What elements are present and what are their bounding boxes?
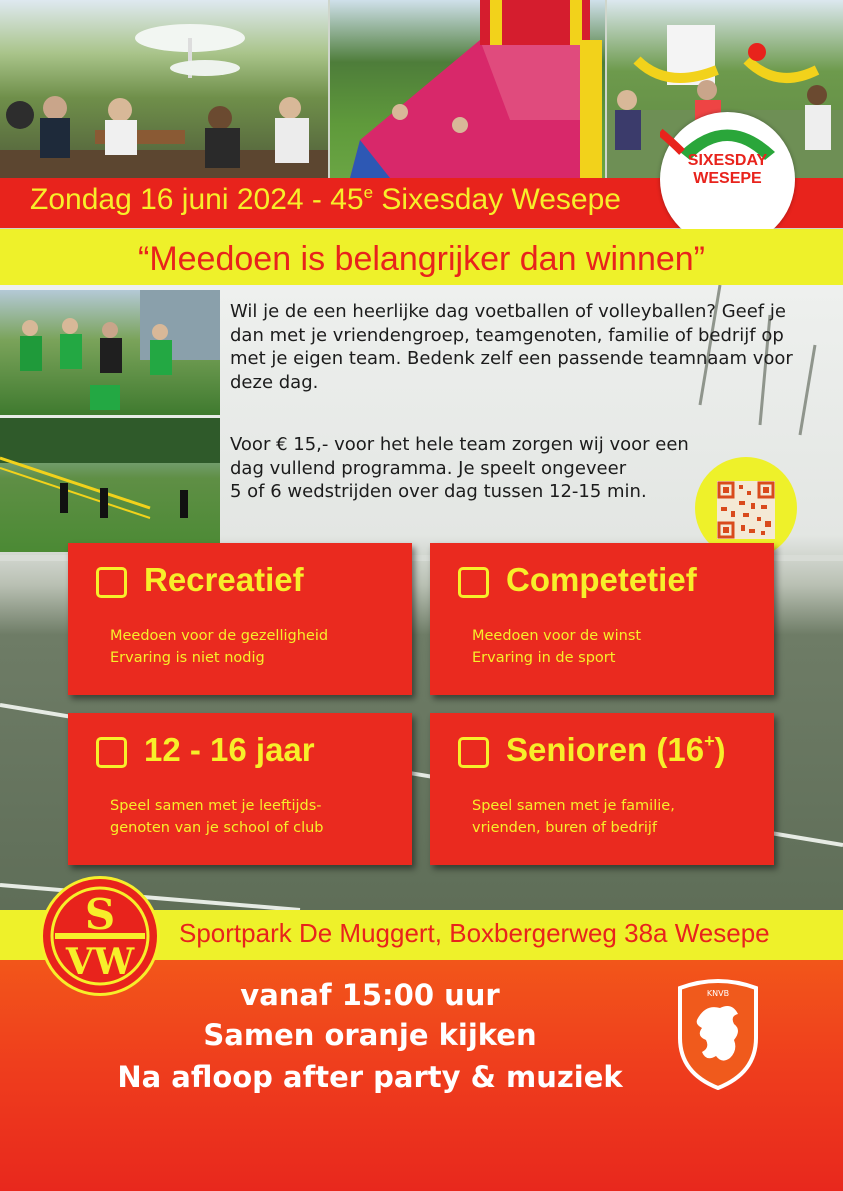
photo-team	[0, 290, 220, 415]
sixesday-logo-text: SIXESDAY WESEPE	[687, 152, 768, 187]
option-label: Senioren (16+)	[506, 731, 726, 768]
event-title: Zondag 16 juni 2024 - 45e Sixesday Wesepe	[30, 183, 621, 216]
option-12-16-jaar	[68, 713, 412, 865]
option-label: Competetief	[506, 561, 697, 598]
photo-bouncy-castle	[330, 0, 605, 178]
option-description: Speel samen met je leeftijds- genoten van je school of club	[110, 798, 324, 836]
option-recreatief	[68, 543, 412, 695]
option-label: 12 - 16 jaar	[144, 731, 315, 768]
svg-text:VW: VW	[65, 941, 135, 983]
recreatief-checkbox[interactable]	[96, 567, 127, 598]
oranje-line: Samen oranje kijken	[203, 1018, 537, 1052]
jeugd-checkbox[interactable]	[96, 737, 127, 768]
photo-terrace	[0, 0, 328, 178]
qr-code-icon[interactable]	[717, 481, 775, 539]
competetief-checkbox[interactable]	[458, 567, 489, 598]
knvb-lion-logo	[676, 978, 760, 1090]
option-description: Speel samen met je familie, vrienden, buren of bedrijf	[472, 798, 675, 836]
option-label: Recreatief	[144, 561, 304, 598]
time-line: vanaf 15:00 uur	[240, 978, 500, 1012]
club-logo	[40, 876, 160, 996]
option-description: Meedoen voor de winst Ervaring in de sport	[472, 628, 642, 666]
option-description: Meedoen voor de gezelligheid Ervaring is niet nodig	[110, 628, 329, 666]
svg-text:S: S	[84, 890, 116, 939]
address: Sportpark De Muggert, Boxbergerweg 38a Wesepe	[179, 918, 770, 948]
option-senioren	[430, 713, 774, 865]
option-competetief	[430, 543, 774, 695]
slogan: “Meedoen is belangrijker dan winnen”	[138, 240, 705, 278]
party-line: Na afloop after party & muziek	[117, 1060, 623, 1094]
price-paragraph: Voor € 15,- voor het hele team zorgen wij voor een dag vullend programma. Je speelt ongeveer 5 of 6 wedstrijden over dag tussen 12-15 min.	[230, 434, 689, 502]
intro-paragraph: Wil je de een heerlijke dag voetballen of volleyballen? Geef je dan met je vriendengroep, teamgenoten, familie of bedrijf op met je eigen team. Bedenk zelf een passende teamnaam voor deze dag.	[230, 301, 793, 393]
photo-volleyball	[0, 418, 220, 552]
svg-text:KNVB: KNVB	[706, 989, 730, 998]
senioren-checkbox[interactable]	[458, 737, 489, 768]
